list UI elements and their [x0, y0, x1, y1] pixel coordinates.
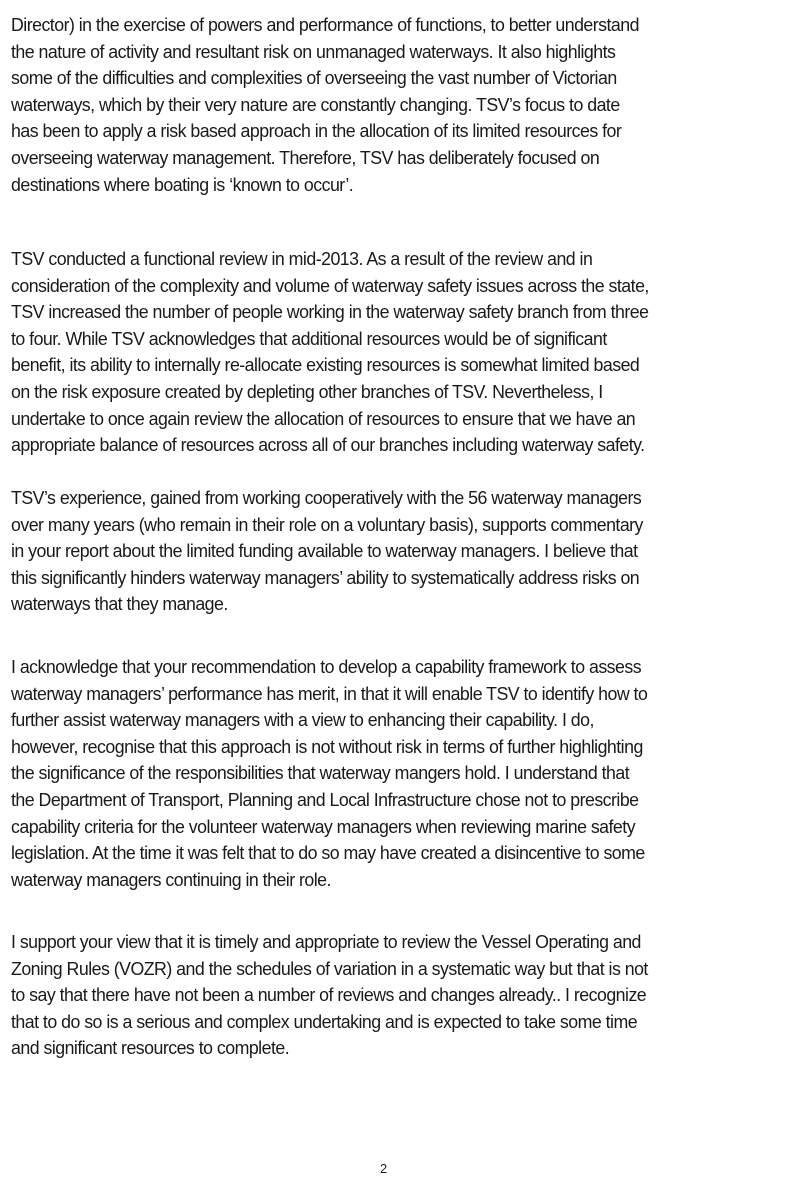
text-line: undertake to once again review the allocation of resources to ensure that we have an	[11, 407, 636, 429]
page-number: 2	[380, 1161, 388, 1176]
text-line: legislation. At the time it was felt that to do so may have created a disincentive to some	[11, 842, 645, 864]
text-line: some of the difficulties and complexities of overseeing the vast number of Victorian	[11, 67, 617, 89]
text-line: the nature of activity and resultant risk on unmanaged waterways. It also highlights	[11, 40, 616, 62]
paragraph-tsv-experience	[11, 485, 800, 618]
paragraph-vozr-review	[11, 929, 800, 1062]
paragraph-capability-framework	[11, 654, 800, 893]
text-line: benefit, its ability to internally re-allocate existing resources is somewhat limited based	[11, 354, 640, 376]
text-line: the significance of the responsibilities that waterway mangers hold. I understand that	[11, 762, 630, 784]
text-line: Zoning Rules (VOZR) and the schedules of variation in a systematic way but that is not	[11, 957, 648, 979]
text-line: consideration of the complexity and volume of waterway safety issues across the state,	[11, 274, 649, 296]
text-line: I support your view that it is timely and appropriate to review the Vessel Operating and	[11, 931, 641, 952]
text-line: and significant resources to complete.	[11, 1037, 290, 1059]
text-line: the Department of Transport, Planning and Local Infrastructure chose not to prescribe	[11, 788, 639, 810]
text-line: has been to apply a risk based approach in the allocation of its limited resources for	[11, 120, 622, 142]
text-line: over many years (who remain in their role on a voluntary basis), supports commentary	[11, 513, 643, 535]
text-line: Director) in the exercise of powers and performance of functions, to better understand	[11, 14, 639, 35]
paragraph-functional-review	[11, 246, 800, 459]
text-line: TSV conducted a functional review in mid-2013. As a result of the review and in	[11, 248, 593, 269]
text-line: in your report about the limited funding available to waterway managers. I believe that	[11, 540, 638, 562]
text-line: that to do so is a serious and complex undertaking and is expected to take some time	[11, 1010, 638, 1032]
text-line: waterways that they manage.	[11, 593, 228, 615]
text-line: appropriate balance of resources across all of our branches including waterway safety.	[11, 434, 645, 456]
text-line: waterway managers’ performance has merit, in that it will enable TSV to identify how to	[11, 682, 648, 704]
text-line: capability criteria for the volunteer waterway managers when reviewing marine safety	[11, 815, 636, 837]
text-line: further assist waterway managers with a view to enhancing their capability. I do,	[11, 709, 594, 731]
text-line: TSV’s experience, gained from working cooperatively with the 56 waterway managers	[11, 487, 642, 508]
text-line: however, recognise that this approach is not without risk in terms of further highlighting	[11, 735, 643, 757]
text-line: overseeing waterway management. Therefore, TSV has deliberately focused on	[11, 146, 600, 168]
text-line: I acknowledge that your recommendation to develop a capability framework to assess	[11, 656, 642, 677]
text-line: waterways, which by their very nature are constantly changing. TSV’s focus to date	[11, 93, 620, 115]
text-line: destinations where boating is ‘known to occur’.	[11, 173, 354, 195]
text-line: TSV increased the number of people working in the waterway safety branch from three	[11, 301, 649, 323]
text-line: to say that there have not been a number of reviews and changes already.. I recognize	[11, 984, 647, 1006]
text-line: this significantly hinders waterway managers’ ability to systematically address risks on	[11, 566, 640, 588]
text-line: waterway managers continuing in their role.	[11, 868, 331, 890]
text-line: on the risk exposure created by depleting other branches of TSV. Nevertheless, I	[11, 380, 603, 402]
text-line: to four. While TSV acknowledges that additional resources would be of significant	[11, 327, 607, 349]
paragraph-unmanaged-waterways	[11, 12, 800, 198]
